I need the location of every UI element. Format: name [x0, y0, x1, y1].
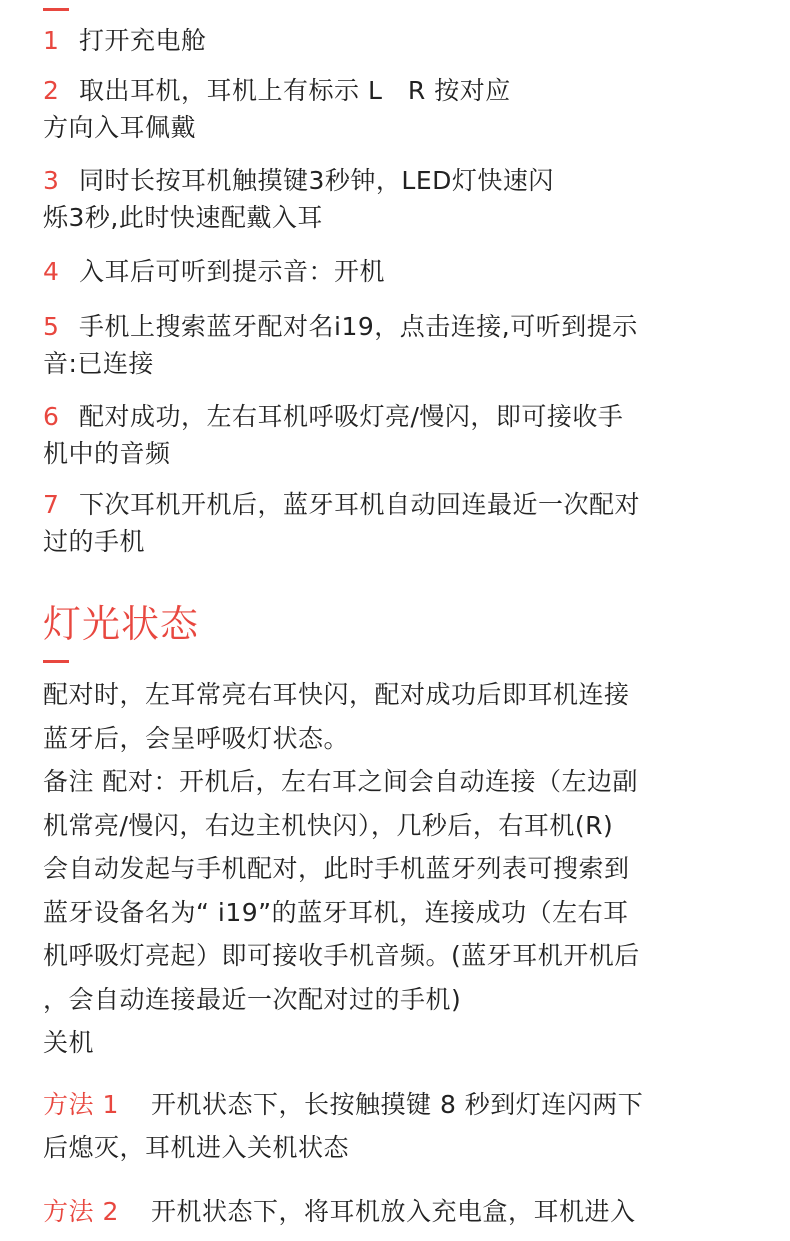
- step-text-continued: 方向入耳佩戴: [43, 113, 197, 142]
- step-text: 配对成功，左右耳机呼吸灯亮/慢闪，即可接收手: [79, 402, 624, 431]
- step-text: 取出耳机，耳机上有标示 L R 按对应: [79, 76, 511, 105]
- step-5: [43, 308, 743, 382]
- paragraph-line: 配对时，左耳常亮右耳快闪，配对成功后即耳机连接: [43, 680, 630, 709]
- step-1: [43, 22, 743, 59]
- section-title-light-status: 灯光状态: [43, 602, 200, 646]
- step-number: 4: [43, 257, 60, 286]
- step-number: 3: [43, 166, 60, 195]
- step-text: 打开充电舱: [79, 26, 207, 55]
- method-2: [43, 1190, 753, 1233]
- step-text: 下次耳机开机后，蓝牙耳机自动回连最近一次配对: [79, 490, 641, 519]
- method-label: 方法 2: [43, 1197, 119, 1226]
- step-text: 同时长按耳机触摸键3秒钟，LED灯快速闪: [79, 166, 554, 195]
- method-text-continued: 后熄灭，耳机进入关机状态: [43, 1133, 350, 1162]
- step-number: 7: [43, 490, 60, 519]
- step-text-continued: 音:已连接: [43, 349, 154, 378]
- step-text: 手机上搜索蓝牙配对名i19，点击连接,可听到提示: [79, 312, 638, 341]
- shutdown-heading: 关机: [43, 1028, 95, 1057]
- step-text-continued: 烁3秒,此时快速配戴入耳: [43, 203, 323, 232]
- light-status-description: [43, 673, 753, 1065]
- step-text: 入耳后可听到提示音：开机: [79, 257, 386, 286]
- step-6: [43, 398, 743, 472]
- step-text-continued: 过的手机: [43, 527, 146, 556]
- step-number: 2: [43, 76, 60, 105]
- method-text: 开机状态下，长按触摸键 8 秒到灯连闪两下: [151, 1090, 644, 1119]
- paragraph-line: 会自动发起与手机配对，此时手机蓝牙列表可搜索到: [43, 854, 630, 883]
- step-number: 1: [43, 26, 60, 55]
- step-3: [43, 162, 743, 236]
- step-text-continued: 机中的音频: [43, 439, 171, 468]
- paragraph-line: ，会自动连接最近一次配对过的手机): [43, 984, 462, 1014]
- paragraph-line: 蓝牙后，会呈呼吸灯状态。: [43, 723, 350, 753]
- step-number: 6: [43, 402, 60, 431]
- method-1: [43, 1083, 753, 1169]
- paragraph-line: 机呼吸灯亮起）即可接收手机音频。(蓝牙耳机开机后: [43, 941, 640, 970]
- top-accent-bar: [43, 8, 69, 11]
- method-text: 开机状态下，将耳机放入充电盒，耳机进入: [151, 1197, 636, 1226]
- paragraph-line: 备注 配对：开机后，左右耳之间会自动连接（左边副: [43, 767, 638, 796]
- method-label: 方法 1: [43, 1090, 119, 1119]
- step-number: 5: [43, 312, 60, 341]
- step-7: [43, 486, 743, 560]
- section-accent-bar: [43, 660, 69, 663]
- step-2: [43, 72, 743, 146]
- step-4: [43, 253, 743, 290]
- paragraph-line: 蓝牙设备名为“ i19”的蓝牙耳机，连接成功（左右耳: [43, 897, 629, 927]
- paragraph-line: 机常亮/慢闪，右边主机快闪），几秒后，右耳机(R): [43, 810, 614, 840]
